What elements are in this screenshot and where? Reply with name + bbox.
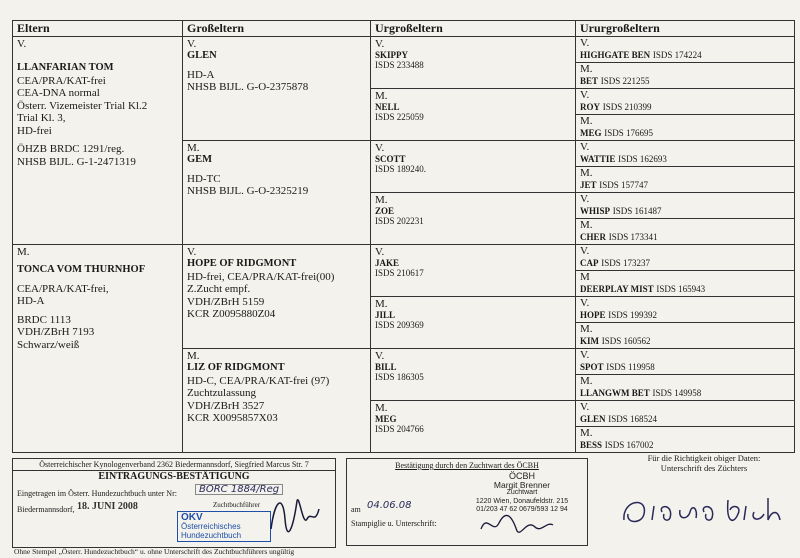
- dam-cell: [13, 244, 183, 452]
- grandparent-cell: [183, 348, 371, 452]
- grandparent-line: Zuchtzulassung: [187, 387, 257, 399]
- ggp-reg: ISDS 202231: [375, 216, 424, 226]
- gggp-name: BESS: [580, 440, 603, 450]
- ggp-reg: ISDS 233488: [375, 60, 424, 70]
- registry-place-label: Biedermannsdorf,: [17, 505, 75, 514]
- grandparent-name: HOPE OF RIDGMONT: [187, 258, 297, 269]
- ggp-name: ZOE: [375, 206, 395, 216]
- grandparent-sex: V.: [187, 245, 197, 258]
- grandparent-name: LIZ OF RIDGMONT: [187, 362, 285, 373]
- registry-stamp-line2: Hundezuchtbuch: [181, 531, 242, 540]
- registry-box: [12, 458, 336, 548]
- ggp-sex: V.: [375, 349, 385, 362]
- gggp-cell: [576, 114, 795, 140]
- gggp-reg: ISDS 168524: [608, 414, 658, 424]
- gggp-sex: M.: [580, 426, 593, 439]
- breeder-signature: [618, 490, 788, 530]
- col-header-great-great-grandparents: Ururgroßeltern: [576, 21, 795, 37]
- great-grandparent-cell: [371, 400, 576, 452]
- gggp-cell: [576, 374, 795, 400]
- gggp-cell: [576, 36, 795, 62]
- ggp-sex: V.: [375, 37, 385, 50]
- grandparent-cell: [183, 140, 371, 244]
- registry-date: 18. JUNI 2008: [77, 501, 138, 512]
- registry-title: EINTRAGUNGS-BESTÄTIGUNG: [98, 471, 250, 482]
- pedigree-document: [6, 6, 794, 556]
- gggp-reg: ISDS 167002: [604, 440, 654, 450]
- ggp-name: BILL: [375, 362, 397, 372]
- ggp-reg: ISDS 204766: [375, 424, 424, 434]
- pedigree-table: [12, 20, 795, 453]
- gggp-cell: [576, 348, 795, 374]
- confirm-sign-label: Stampiglie u. Unterschrift:: [351, 519, 437, 528]
- gggp-name: WHISP: [580, 206, 611, 216]
- sire-line: CEA-DNA normal: [17, 87, 100, 99]
- gggp-reg: ISDS 221255: [600, 76, 650, 86]
- ggp-reg: ISDS 209369: [375, 320, 424, 330]
- dam-name: TONCA VOM THURNHOF: [17, 264, 146, 275]
- great-grandparent-cell: [371, 140, 576, 192]
- gggp-reg: ISDS 199392: [608, 310, 658, 320]
- grandparent-sex: M.: [187, 141, 200, 154]
- gggp-cell: [576, 166, 795, 192]
- gggp-sex: V.: [580, 192, 590, 205]
- dam-line: CEA/PRA/KAT-frei,: [17, 282, 109, 295]
- great-grandparent-cell: [371, 244, 576, 296]
- dam-reg: VDH/ZBrH 7193: [17, 326, 95, 338]
- dam-line: HD-A: [17, 295, 45, 307]
- gggp-sex: V.: [580, 400, 590, 413]
- gggp-reg: ISDS 157747: [599, 180, 649, 190]
- gggp-sex: M: [580, 270, 590, 283]
- grandparent-cell: [183, 244, 371, 348]
- gggp-reg: ISDS 210399: [602, 102, 652, 112]
- gggp-name: CAP: [580, 258, 599, 268]
- breeder-note: [614, 453, 794, 473]
- ggp-name: JAKE: [375, 258, 400, 268]
- gggp-name: DEERPLAY MIST: [580, 284, 654, 294]
- confirm-date: 04.06.08: [367, 500, 412, 511]
- gggp-sex: M.: [580, 218, 593, 231]
- gggp-cell: [576, 192, 795, 218]
- gggp-cell: [576, 62, 795, 88]
- grandparent-line: HD-frei, CEA/PRA/KAT-frei(00): [187, 270, 335, 283]
- dam-reg: BRDC 1113: [17, 313, 71, 326]
- gggp-name: BET: [580, 76, 599, 86]
- gggp-reg: ISDS 160562: [601, 336, 651, 346]
- gggp-sex: M.: [580, 322, 593, 335]
- great-grandparent-cell: [371, 296, 576, 348]
- grandparent-name: GLEN: [187, 50, 217, 61]
- gggp-reg: ISDS 173237: [601, 258, 651, 268]
- ggp-reg: ISDS 186305: [375, 372, 424, 382]
- grandparent-sex: V.: [187, 37, 197, 50]
- ggp-reg: ISDS 189240.: [375, 164, 427, 174]
- registry-signature: [263, 489, 323, 534]
- gggp-sex: M.: [580, 114, 593, 127]
- warden-stamp-phone: 01/203 47 62 0679/593 12 94: [476, 506, 568, 513]
- gggp-reg: ISDS 161487: [612, 206, 662, 216]
- registry-org: Österreichischer Kynologenverband 2362 Biedermannsdorf, Siegfried Marcus Str. 7: [13, 459, 335, 471]
- dam-sex: M.: [17, 245, 30, 258]
- gggp-sex: V.: [580, 36, 590, 49]
- ggp-reg: ISDS 210617: [375, 268, 424, 278]
- gggp-name: CHER: [580, 232, 607, 242]
- warden-stamp-address: 1220 Wien, Donaufeldstr. 215: [475, 497, 569, 505]
- grandparent-line: VDH/ZBrH 5159: [187, 295, 265, 308]
- gggp-name: JET: [580, 180, 597, 190]
- gggp-name: HOPE: [580, 310, 606, 320]
- ggp-name: SKIPPY: [375, 50, 409, 60]
- sire-line: Österr. Vizemeister Trial Kl.2: [17, 99, 148, 112]
- confirm-title: Bestätigung durch den Zuchtwart des ÖCBH: [395, 461, 539, 470]
- gggp-cell: [576, 218, 795, 244]
- gggp-sex: V.: [580, 140, 590, 153]
- ggp-sex: M.: [375, 89, 388, 102]
- col-header-parents: Eltern: [13, 21, 183, 37]
- sire-name: LLANFARIAN TOM: [17, 62, 114, 73]
- gggp-name: KIM: [580, 336, 599, 346]
- registry-entered-value: BORC 1884/Reg: [195, 484, 283, 495]
- breeder-note-line2: Unterschrift des Züchters: [660, 463, 748, 473]
- sire-reg: NHSB BIJL. G-1-2471319: [17, 155, 136, 168]
- gggp-cell: [576, 296, 795, 322]
- great-grandparent-cell: [371, 348, 576, 400]
- registry-stamp: [177, 511, 271, 542]
- gggp-cell: [576, 322, 795, 348]
- grandparent-line: HD-C, CEA/PRA/KAT-frei (97): [187, 374, 330, 387]
- sire-line: Trial Kl. 3,: [17, 112, 66, 124]
- gggp-name: SPOT: [580, 362, 604, 372]
- ggp-name: MEG: [375, 414, 397, 424]
- warden-stamp-org: ÖCBH: [508, 471, 535, 481]
- gggp-cell: [576, 426, 795, 452]
- ggp-sex: M.: [375, 297, 388, 310]
- gggp-cell: [576, 140, 795, 166]
- gggp-sex: V.: [580, 244, 590, 257]
- gggp-sex: V.: [580, 88, 590, 101]
- grandparent-line: HD-TC: [187, 172, 221, 185]
- confirm-date-label: am: [351, 505, 361, 514]
- gggp-sex: M.: [580, 62, 593, 75]
- gggp-sex: V.: [580, 296, 590, 309]
- breeder-warden-box: [346, 458, 588, 546]
- dam-reg: Schwarz/weiß: [17, 338, 80, 351]
- grandparent-line: KCR Z0095880Z04: [187, 308, 276, 320]
- gggp-name: LLANGWM BET: [580, 388, 650, 398]
- okv-logo: ÖKV: [181, 512, 203, 523]
- gggp-cell: [576, 88, 795, 114]
- ggp-sex: M.: [375, 401, 388, 414]
- gggp-reg: ISDS 173341: [608, 232, 658, 242]
- grandparent-line: VDH/ZBrH 3527: [187, 399, 265, 412]
- great-grandparent-cell: [371, 192, 576, 244]
- sire-cell: [13, 36, 183, 244]
- ggp-sex: V.: [375, 141, 385, 154]
- gggp-name: HIGHGATE BEN: [580, 50, 651, 60]
- gggp-reg: ISDS 174224: [652, 50, 702, 60]
- sire-line: CEA/PRA/KAT-frei: [17, 74, 106, 87]
- great-grandparent-cell: [371, 36, 576, 88]
- gggp-sex: M.: [580, 374, 593, 387]
- gggp-reg: ISDS 165943: [656, 284, 706, 294]
- gggp-name: ROY: [580, 102, 600, 112]
- sire-line: HD-frei: [17, 124, 52, 137]
- gggp-reg: ISDS 119958: [606, 362, 655, 372]
- ggp-name: JILL: [375, 310, 396, 320]
- ggp-name: SCOTT: [375, 154, 406, 164]
- grandparent-name: GEM: [187, 154, 213, 165]
- gggp-cell: [576, 270, 795, 296]
- registry-book-label: Zuchtbuchführer: [213, 501, 261, 509]
- ggp-sex: M.: [375, 193, 388, 206]
- gggp-sex: V.: [580, 348, 590, 361]
- grandparent-cell: [183, 36, 371, 140]
- gggp-reg: ISDS 149958: [652, 388, 702, 398]
- col-header-grandparents: Großeltern: [183, 21, 371, 37]
- registry-footer-note: Ohne Stempel „Österr. Hundezuchtbuch“ u. ohne Unterschrift des Zuchtbuchführers ungültig: [14, 547, 295, 556]
- registry-stamp-line1: Österreichisches: [181, 522, 241, 531]
- sire-reg: ÖHZB BRDC 1291/reg.: [17, 143, 125, 155]
- grandparent-line: KCR X0095857X03: [187, 412, 278, 424]
- grandparent-sex: M.: [187, 349, 200, 362]
- col-header-great-grandparents: Urgroßeltern: [371, 21, 576, 37]
- ggp-name: NELL: [375, 102, 400, 112]
- gggp-cell: [576, 244, 795, 270]
- gggp-cell: [576, 400, 795, 426]
- great-grandparent-cell: [371, 88, 576, 140]
- grandparent-line: NHSB BIJL. G-O-2375878: [187, 81, 309, 93]
- warden-signature: [477, 509, 557, 539]
- grandparent-line: HD-A: [187, 68, 215, 81]
- sire-sex: V.: [17, 37, 27, 50]
- ggp-sex: V.: [375, 245, 385, 258]
- grandparent-line: Z.Zucht empf.: [187, 283, 251, 295]
- ggp-reg: ISDS 225059: [375, 112, 424, 122]
- gggp-reg: ISDS 176695: [604, 128, 654, 138]
- gggp-name: GLEN: [580, 414, 606, 424]
- warden-stamp-role: Zuchtwart: [506, 489, 538, 496]
- gggp-reg: ISDS 162693: [618, 154, 667, 164]
- header-row: [13, 21, 795, 37]
- gggp-sex: M.: [580, 166, 593, 179]
- grandparent-line: NHSB BIJL. G-O-2325219: [187, 185, 309, 197]
- gggp-name: MEG: [580, 128, 602, 138]
- gggp-name: WATTIE: [580, 154, 616, 164]
- registry-entered-label: Eingetragen im Österr. Hundezuchtbuch unter Nr:: [17, 489, 177, 498]
- warden-stamp-name: Margit Brenner: [493, 479, 551, 490]
- breeder-note-line1: Für die Richtigkeit obiger Daten:: [647, 453, 761, 463]
